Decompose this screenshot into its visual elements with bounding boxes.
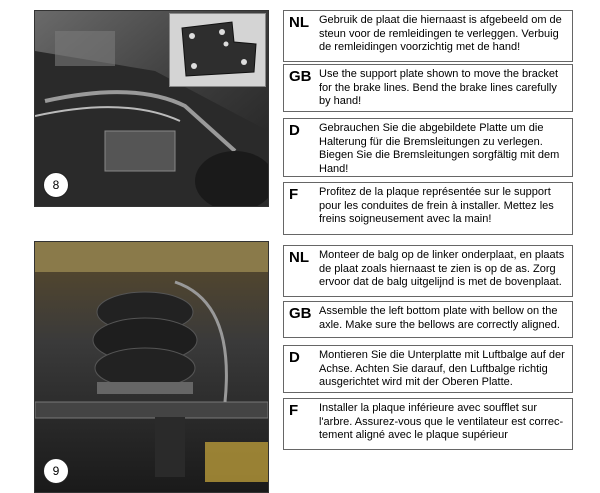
instruction-box-f bbox=[283, 182, 573, 235]
support-plate-inset bbox=[169, 13, 266, 87]
instruction-text: Gebrauchen Sie die abgebildete Platte um die Halterung für die Bremsleitungen zu verlegen. Biegen Sie die Bremsleitungen sorgfältig mit dem Hand! bbox=[319, 122, 560, 175]
language-code: F bbox=[289, 186, 299, 203]
instruction-text: Assemble the left bottom plate with bellow on the axle. Make sure the bellows are correctly aligned. bbox=[319, 305, 560, 331]
bellow-photo-icon bbox=[35, 242, 268, 492]
instruction-text: Gebruik de plaat die hiernaast is afgebeeld om de steun voor de remleidingen te verleggen. Verbuig de remleidingen voorzichtig met de hand! bbox=[319, 14, 562, 53]
language-code: F bbox=[289, 402, 299, 419]
instruction-box-f bbox=[283, 398, 573, 450]
support-plate-inset-icon bbox=[170, 14, 265, 86]
instruction-box-gb bbox=[283, 301, 573, 338]
language-code: GB bbox=[289, 305, 312, 322]
instruction-text: Installer la plaque inférieure avec soufflet sur l'arbre. Assurez-vous que le ventilateur est correc-tement aligné avec le plaque supérieur bbox=[319, 402, 564, 441]
instruction-text: Profitez de la plaque représentée sur le support pour les conduites de frein à installer. Mettez les freins soigneusement avec la main! bbox=[319, 186, 554, 225]
instruction-box-d bbox=[283, 345, 573, 393]
language-code: NL bbox=[289, 14, 309, 31]
language-code: GB bbox=[289, 68, 312, 85]
instruction-text: Use the support plate shown to move the bracket for the brake lines. Bend the brake lines carefully by hand! bbox=[319, 68, 559, 107]
step-9-photo bbox=[34, 241, 269, 493]
instruction-box-nl bbox=[283, 10, 573, 62]
step-number-badge: 8 bbox=[43, 172, 69, 198]
language-code: NL bbox=[289, 249, 309, 266]
instruction-text: Montieren Sie die Unterplatte mit Luftbalge auf der Achse. Achten Sie darauf, den Luftbalge richtig ausgerichtet wird mit der Oberen Platte. bbox=[319, 349, 565, 388]
instruction-text: Monteer de balg op de linker onderplaat, en plaats de plaat zoals hiernaast te zien is op de as. Zorg ervoor dat de balg uitgelijnd is met de bovenplaat. bbox=[319, 249, 565, 288]
step-number-badge: 9 bbox=[43, 458, 69, 484]
instruction-box-nl bbox=[283, 245, 573, 297]
language-code: D bbox=[289, 349, 300, 366]
language-code: D bbox=[289, 122, 300, 139]
instruction-box-d bbox=[283, 118, 573, 177]
instruction-box-gb bbox=[283, 64, 573, 112]
step-8-photo bbox=[34, 10, 269, 207]
